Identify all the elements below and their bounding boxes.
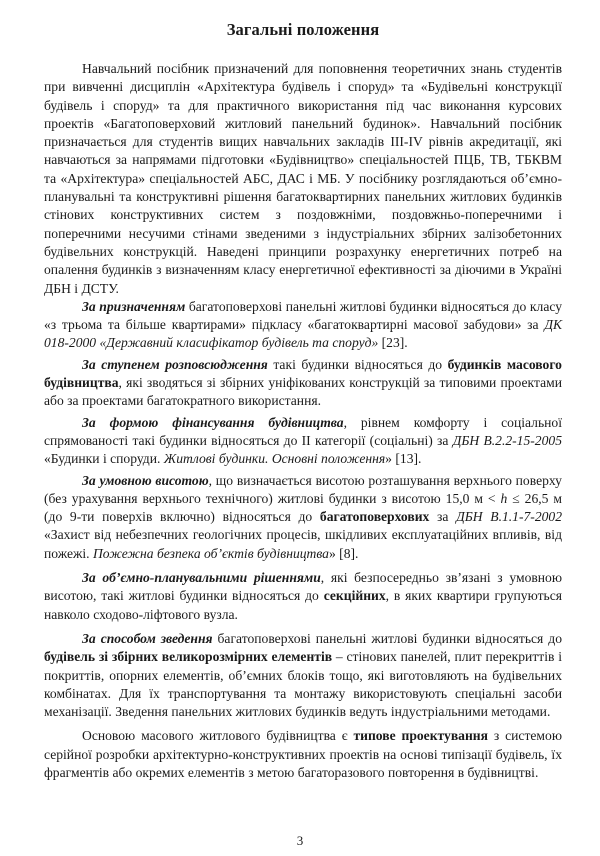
paragraph-construction: За способом зведення багатоповерхові панельні житлові будинки відносяться до будівель зі збірних великорозмірних елементів – стінових панелей, плит перекриттів і покриттів, опорних елементів, об’ємних блоків тощо, які виготовляють на будівельних комбінатах. Для їх транспортування та монтажу використовують спеціальні засоби механізації. Зведення панельних житлових будинків ведуть індустріальними методами. xyxy=(44,630,562,720)
bold-term: будинків масового будівництва xyxy=(44,356,562,391)
paragraph-planning: За об’ємно-планувальними рішеннями, які безпосередньо зв’язані з умовною висотою, такі житлові будинки відносяться до секційних, в яких квартири групуються навколо сходово-ліфтового вузла. xyxy=(44,570,563,622)
paragraph-height: За умовною висотою, що визначається висотою розташування верхнього поверху (без урахування верхнього технічного) житлові будинки з висотою 15,0 м < h ≤ 26,5 м (до 9-ти поверхів включно) відносяться до багатоповерхових за ДБН В.1.1-7-2002 «Захист від небезпечних геологічних процесів, шкідливих експлуатаційних впливів, від пожежі. Пожежна безпека об’єктів будівництва» [8]. xyxy=(44,472,563,561)
bold-term: секційних xyxy=(323,588,386,604)
page-number: 3 xyxy=(296,833,304,848)
bold-term: багатоповерхових xyxy=(319,509,430,525)
page-title: Загальні положення xyxy=(226,20,380,39)
reference: Пожежна безпека об’єктів будівництва xyxy=(92,545,329,561)
paragraph-financing: За формою фінансування будівництва, рівнем комфорту і соціальної спрямованості такі будинки відносяться до ІІ категорії (соціальні) за ДБН В.2.2-15-2005 «Будинки і споруди. Житлові будинки. Основні положення» [13]. xyxy=(44,414,562,467)
lead-term: За умовною висотою xyxy=(82,472,209,488)
reference: ДБН В.1.1-7-2002 xyxy=(456,509,563,525)
bold-term: типове проектування xyxy=(353,728,488,744)
reference: Житлові будинки. Основні положення xyxy=(163,451,386,467)
lead-term: За об’ємно-планувальними рішеннями xyxy=(82,570,321,586)
lead-term: За формою фінансування будівництва xyxy=(82,414,344,430)
lead-term: За ступенем розповсюдження xyxy=(82,356,268,372)
variable-h: h xyxy=(500,490,508,506)
paragraph-typical-design: Основою масового житлового будівництва є типове проектування з системою серійної розробки архітектурно-конструктивних проектів на основі типізації будівель, їх фрагментів або окремих елементів з метою багаторазового повторення в будівництві. xyxy=(44,728,562,780)
lead-term: За призначенням xyxy=(82,298,186,314)
reference: ДК 018-2000 «Державний класифікатор будівель та споруд» xyxy=(44,317,562,351)
lead-term: За способом зведення xyxy=(82,630,213,646)
paragraph-intro: Навчальний посібник призначений для поповнення теоретичних знань студентів при вивченні дисциплін «Архітектура будівель і споруд» та «Будівельні конструкції будівель і споруд» та для практичного використання під час виконання курсових проектів «Багатоповерховий житловий панельний будинок». Навчальний посібник призначається для студентів вищих навчальних закладів ІІІ-ІV рівнів акредитації, які навчаються за напрямами підготовки «Будівництво» спеціальностей ПЦБ, ТВ, ТБКВМ та «Архітектура» спеціальностей АБС, ДАС і МБ. У посібнику розглядаються об’ємно-планувальні та конструктивні рішення багатоквартирних панельних житлових будинків стінових конструктивних систем з поздовжніми, поздовжньо-поперечними і поперечними несучими стінами зведеними з індустріальних збірних залізобетонних будівельних конструкцій. Наведені принципи розрахунку енергетичних потреб на опалення будинків з визначенням класу енергетичної ефективності за діючими в Україні ДБН і ДСТУ. xyxy=(44,61,562,296)
paragraph-distribution: За ступенем розповсюдження такі будинки відносяться до будинків масового будівництва, які зводяться зі збірних уніфікованих конструкцій за типовими проектами або за проектами багатократного використання. xyxy=(44,356,562,409)
bold-term: будівель зі збірних великорозмірних елементів xyxy=(44,649,333,665)
paragraph-purpose: За призначенням багатоповерхові панельні житлові будинки відносяться до класу «з трьома та більше квартирами» підкласу «багатоквартирні масової забудови» за ДК 018-2000 «Державний класифікатор будівель та споруд» [23]. xyxy=(44,298,563,351)
reference: ДБН В.2.2-15-2005 xyxy=(452,432,562,448)
